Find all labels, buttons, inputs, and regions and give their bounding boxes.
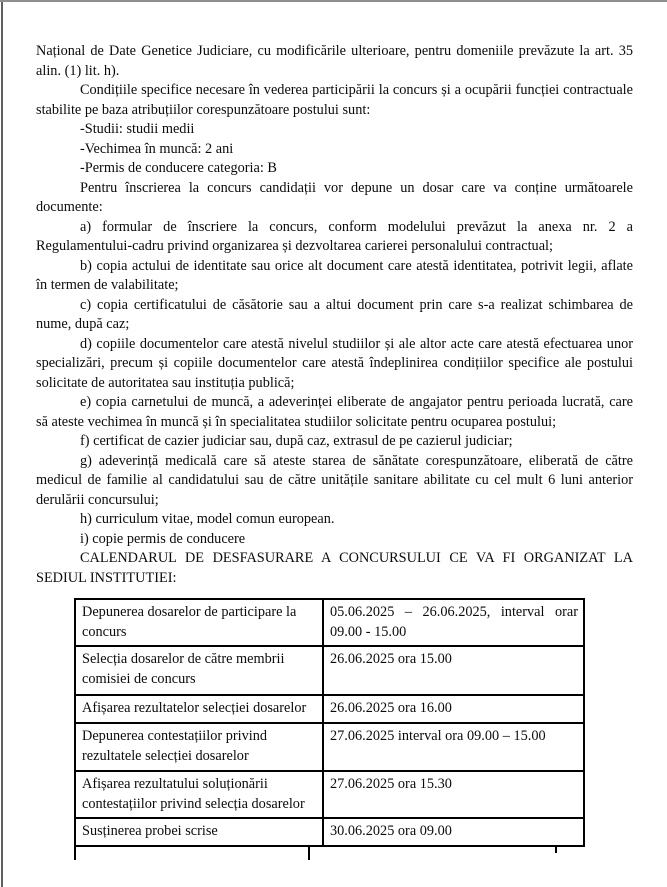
calendar-schedule-cell: 27.06.2025 ora 15.30 — [323, 771, 584, 818]
calendar-schedule-cell: 26.06.2025 ora 16.00 — [323, 695, 584, 723]
paragraph-dossier-intro: Pentru înscrierea la concurs candidații vor depune un dosar care va conține următoarele documente: — [36, 179, 633, 215]
condition-item-permis: -Permis de conducere categoria: B — [80, 160, 277, 176]
scan-edge-line — [1, 2, 3, 887]
document-content — [36, 42, 633, 863]
calendar-activity-cell: Selecția dosarelor de către membrii comisiei de concurs — [75, 646, 323, 695]
document-item-c: c) copia certificatului de căsătorie sau a altui document prin care s-a realizat schimbarea de nume, după caz; — [36, 296, 633, 332]
table-row — [75, 771, 584, 818]
calendar-schedule-cell: 26.06.2025 ora 15.00 — [323, 646, 584, 695]
calendar-activity-cell: Susținerea probei scrise — [75, 818, 323, 846]
document-item-h: h) curriculum vitae, model comun european. — [80, 511, 335, 527]
document-item-g: g) adeverință medicală care să ateste starea de sănătate corespunzătoare, eliberată de către medicul de familie al candidatului sau de către unitățile sanitare abilitate cu cel mult 6 luni anterior derulării concursului; — [36, 452, 633, 508]
calendar-schedule-cell: 05.06.2025 – 26.06.2025, interval orar 09.00 - 15.00 — [323, 599, 584, 646]
calendar-activity-cell: Afișarea rezultatelor selecției dosarelor — [75, 695, 323, 723]
paragraph-intro-continuation: Național de Date Genetice Judiciare, cu modificările ulterioare, pentru domeniile prevăzute la art. 35 alin. (1) lit. h). — [36, 43, 633, 79]
calendar-activity-cell: Depunerea dosarelor de participare la concurs — [75, 599, 323, 646]
table-border-stub — [308, 847, 310, 860]
calendar-schedule-cell: 27.06.2025 interval ora 09.00 – 15.00 — [323, 723, 584, 771]
calendar-table-cutoff-row — [74, 847, 557, 863]
calendar-activity-cell: Depunerea contestațiilor privind rezultatele selecției dosarelor — [75, 723, 323, 771]
table-row — [75, 599, 584, 646]
document-item-b: b) copia actului de identitate sau orice alt document care atestă identitatea, potrivit legii, aflate în termen de valabilitate; — [36, 257, 633, 293]
table-row — [75, 818, 584, 846]
paragraph-conditions-intro: Condițiile specifice necesare în vederea participării la concurs și a ocupării funcției contractuale stabilite pe baza atribuțiilor corespunzătoare postului sunt: — [36, 82, 633, 118]
document-item-d: d) copiile documentelor care atestă nivelul studiilor și ale altor acte care atestă efectuarea unor specializări, precum și copiile documentelor care atestă îndeplinirea condițiilor specifice ale postului solicitate de autoritatea sau instituția publică; — [36, 335, 633, 391]
table-border-stub — [555, 847, 557, 853]
condition-item-vechime: -Vechimea în muncă: 2 ani — [80, 140, 234, 157]
table-row — [75, 646, 584, 695]
condition-item-studii: -Studii: studii medii — [80, 121, 195, 137]
table-row — [75, 695, 584, 723]
table-row — [75, 723, 584, 771]
document-item-e: e) copia carnetului de muncă, a adeverinței eliberate de angajator pentru perioada lucrată, care să ateste vechimea în muncă și în specialitatea studiilor solicitate pentru ocuparea postului; — [36, 394, 633, 430]
document-item-i: i) copie permis de conducere — [80, 530, 246, 547]
calendar-heading: CALENDARUL DE DESFASURARE A CONCURSULUI CE VA FI ORGANIZAT LA SEDIUL INSTITUTIEI: — [36, 550, 633, 586]
table-border-stub — [74, 847, 76, 860]
document-item-a: a) formular de înscriere la concurs, conform modelului prevăzut la anexa nr. 2 a Regulamentului-cadru privind organizarea și dezvoltarea carierei personalului contractual; — [36, 218, 633, 254]
calendar-schedule-cell: 30.06.2025 ora 09.00 — [323, 818, 584, 846]
document-item-f: f) certificat de cazier judiciar sau, după caz, extrasul de pe cazierul judiciar; — [80, 433, 513, 449]
calendar-table — [74, 598, 585, 847]
calendar-activity-cell: Afișarea rezultatului soluționării contestațiilor privind selecția dosarelor — [75, 771, 323, 818]
